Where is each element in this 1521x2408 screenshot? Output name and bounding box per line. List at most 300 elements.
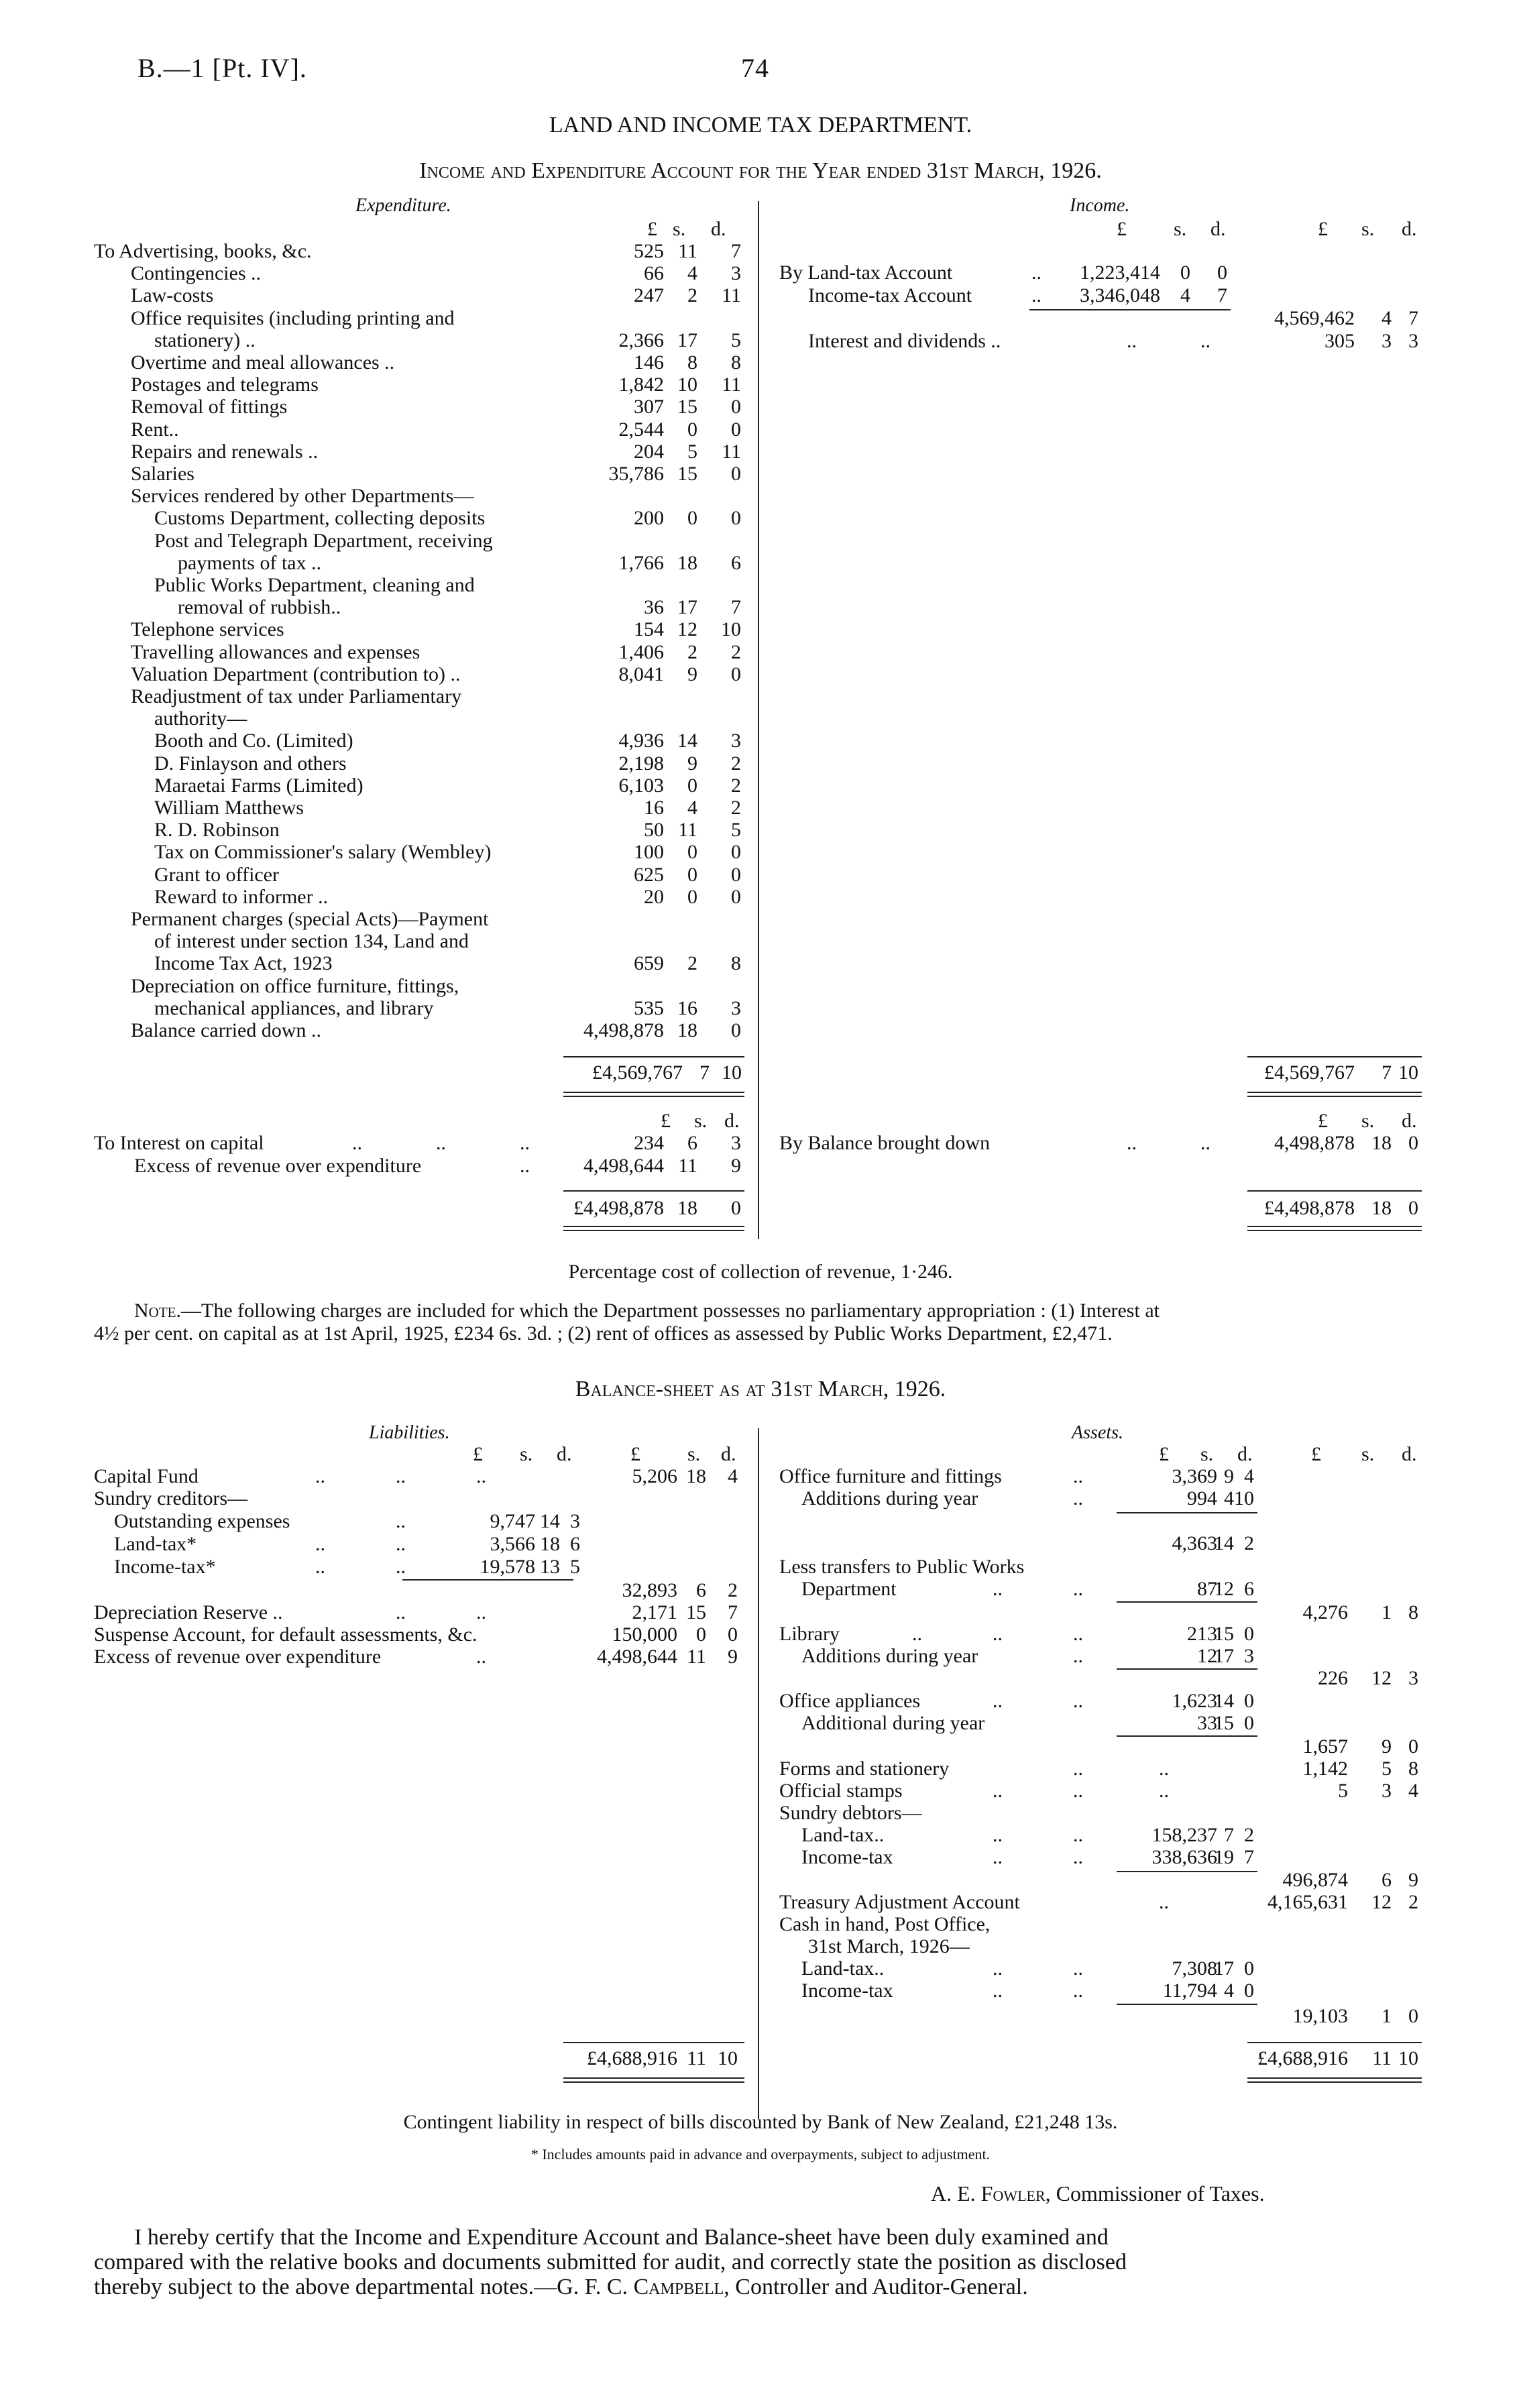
creditor-land-tax-label: Land-tax* [114, 1533, 197, 1555]
inc2-shilling-header: s. [1361, 1110, 1375, 1132]
less-transfers-shillings: 12 [1214, 1578, 1234, 1600]
liab-sub-shilling-header: s. [520, 1443, 533, 1465]
auditor-name: Campbell [633, 2275, 724, 2299]
library-net-shillings: 12 [1371, 1667, 1392, 1689]
expenditure-item-shillings: 17 [677, 329, 697, 351]
expenditure-item-label: Travelling allowances and expenses [131, 641, 420, 663]
expenditure-item-label: Tax on Commissioner's salary (Wembley) [154, 841, 492, 863]
dots: .. [1159, 1780, 1169, 1802]
appliances-additions-pence: 0 [1244, 1712, 1254, 1734]
liab-total-double-rule [563, 2077, 744, 2083]
less-transfers-department-label: Department [801, 1578, 897, 1600]
cash-income-tax-pounds: 11,794 [1162, 1980, 1217, 2002]
expenditure-item-pounds: 16 [644, 797, 664, 819]
asset-sub-shilling-header: s. [1200, 1443, 1214, 1465]
inc2-total-pence: 0 [1408, 1197, 1418, 1219]
footnote: * Includes amounts paid in advance and overpayments, subject to adjustment. [530, 2146, 991, 2163]
income-interest-label: Interest and dividends .. [808, 330, 1001, 352]
note-line-1 [134, 1300, 1160, 1322]
exp-total-pounds: £4,569,767 [592, 1062, 683, 1084]
creditor-income-tax-pounds: 19,578 [480, 1556, 535, 1578]
stamps-pence: 4 [1408, 1780, 1418, 1802]
note-prefix: Note. [134, 1300, 181, 1322]
expenditure-item-label: removal of rubbish.. [178, 596, 341, 618]
exp2-total-double-rule [563, 1226, 744, 1231]
expenditure-item-pounds: 35,786 [608, 463, 664, 485]
expenditure-item-label: authority— [154, 707, 247, 730]
exp2-total-shillings: 18 [677, 1197, 697, 1219]
exp-total-rule [563, 1056, 744, 1057]
interest-capital-pounds: 234 [634, 1132, 664, 1154]
dots: .. [1127, 330, 1137, 352]
cash-total-shillings: 1 [1382, 2005, 1392, 2027]
furniture-sum-pence: 2 [1244, 1532, 1254, 1554]
expenditure-item-pounds: 1,842 [618, 374, 664, 396]
liab-excess-pounds: 4,498,644 [597, 1646, 677, 1668]
assets-total-shillings: 11 [1372, 2047, 1392, 2069]
expenditure-item-label: Services rendered by other Departments— [131, 485, 474, 507]
assets-total-pence: 10 [1398, 2047, 1418, 2069]
expenditure-item-label: Postages and telegrams [131, 374, 319, 396]
expenditure-item-label: of interest under section 134, Land and [154, 930, 469, 952]
suspense-account-label: Suspense Account, for default assessments, &c. [94, 1623, 477, 1646]
expenditure-item-shillings: 0 [687, 775, 697, 797]
sundry-debtors-label: Sundry debtors— [779, 1802, 922, 1824]
signature [931, 2183, 1265, 2205]
expenditure-item-label: D. Finlayson and others [154, 752, 347, 775]
expenditure-item-pence: 2 [731, 752, 741, 775]
expenditure-item-label: Rent.. [131, 418, 179, 441]
expenditure-item-pence: 8 [731, 952, 741, 974]
expenditure-item-shillings: 2 [687, 284, 697, 306]
expenditure-item-pounds: 2,544 [618, 418, 664, 441]
dots: .. [315, 1465, 325, 1487]
appliances-additions-pounds: 33 [1197, 1712, 1217, 1734]
furniture-net-pounds: 4,276 [1302, 1601, 1348, 1623]
appliances-pence: 0 [1244, 1690, 1254, 1712]
inc2-pound-header: £ [1318, 1110, 1328, 1132]
expenditure-item-shillings: 12 [677, 618, 697, 640]
expenditure-item-pence: 6 [731, 552, 741, 574]
depreciation-reserve-label: Depreciation Reserve .. [94, 1601, 283, 1623]
expenditure-item-shillings: 15 [677, 396, 697, 418]
assets-total-pounds: £4,688,916 [1257, 2047, 1348, 2069]
auditor-title: , Controller and Auditor-General. [724, 2275, 1028, 2299]
exp2-total-rule [563, 1190, 744, 1192]
expenditure-item-pence: 3 [731, 997, 741, 1019]
inc-total-pence: 10 [1398, 1062, 1418, 1084]
expenditure-item-label: stationery) .. [154, 329, 256, 351]
expenditure-item-shillings: 17 [677, 596, 697, 618]
certify-line-3 [94, 2275, 1028, 2299]
exp-pence-header: d. [711, 218, 726, 240]
furniture-sum-pounds: 4,363 [1172, 1532, 1217, 1554]
expenditure-item-pounds: 247 [634, 284, 664, 306]
excess-revenue-pence: 9 [731, 1155, 741, 1177]
liab-sub-pence-header: d. [557, 1443, 572, 1465]
expenditure-item-pence: 3 [731, 730, 741, 752]
dots: .. [993, 1578, 1003, 1600]
excess-revenue-label: Excess of revenue over expenditure [134, 1155, 422, 1177]
expenditure-item-pounds: 8,041 [618, 663, 664, 685]
dots: .. [1159, 1891, 1169, 1913]
expenditure-item-label: Law-costs [131, 284, 214, 306]
expenditure-item-label: Telephone services [131, 618, 284, 640]
sundry-creditors-rule [402, 1579, 573, 1581]
expenditure-item-shillings: 18 [677, 552, 697, 574]
debtors-total-shillings: 6 [1382, 1869, 1392, 1891]
expenditure-item-shillings: 0 [687, 841, 697, 863]
suspense-account-shillings: 0 [696, 1623, 706, 1646]
expenditure-item-pence: 0 [731, 418, 741, 441]
balance-sheet-title: Balance-sheet as at 31st March, 1926. [575, 1377, 946, 1401]
debtor-land-tax-pounds: 158,237 [1151, 1824, 1217, 1846]
certify-line-1: I hereby certify that the Income and Expenditure Account and Balance-sheet have been duly examined and [134, 2225, 1109, 2250]
dots: .. [1073, 1623, 1083, 1645]
dots: .. [1073, 1645, 1083, 1667]
page-number: 74 [741, 53, 769, 83]
percentage-cost: Percentage cost of collection of revenue, 1·246. [568, 1261, 953, 1283]
liab-sub-pound-header: £ [473, 1443, 483, 1465]
dots: .. [520, 1155, 530, 1177]
cash-land-tax-shillings: 17 [1214, 1957, 1234, 1980]
furniture-additions-shillings: 4 [1224, 1487, 1234, 1509]
income-land-tax-shillings: 0 [1180, 262, 1190, 284]
asset-sub-pence-header: d. [1237, 1443, 1253, 1465]
income-land-tax-label: By Land-tax Account [779, 262, 953, 284]
expenditure-item-pounds: 535 [634, 997, 664, 1019]
expenditure-item-pence: 0 [731, 864, 741, 886]
dots: .. [1127, 1132, 1137, 1154]
dots: .. [396, 1533, 406, 1555]
forms-pounds: 1,142 [1302, 1758, 1348, 1780]
expenditure-item-pounds: 154 [634, 618, 664, 640]
expenditure-item-label: Readjustment of tax under Parliamentary [131, 685, 462, 707]
creditor-land-tax-pounds: 3,566 [490, 1533, 535, 1555]
expenditure-item-pence: 8 [731, 351, 741, 374]
cash-total-pounds: 19,103 [1292, 2005, 1348, 2027]
furniture-sum-shillings: 14 [1214, 1532, 1234, 1554]
excess-revenue-shillings: 11 [678, 1155, 697, 1177]
expenditure-item-pence: 2 [731, 797, 741, 819]
suspense-account-pence: 0 [728, 1623, 738, 1646]
report-reference: B.—1 [Pt. IV]. [137, 53, 307, 83]
expenditure-item-label: Office requisites (including printing and [131, 307, 455, 329]
expenditure-item-label: R. D. Robinson [154, 819, 280, 841]
furniture-net-shillings: 1 [1382, 1601, 1392, 1623]
bs-divider [758, 1428, 759, 2119]
debtor-land-tax-shillings: 7 [1224, 1824, 1234, 1846]
inc-total-rule [1247, 1056, 1422, 1057]
income-land-tax-pence: 0 [1217, 262, 1227, 284]
expenditure-item-pounds: 2,198 [618, 752, 664, 775]
dots: .. [352, 1132, 362, 1154]
expenditure-item-shillings: 11 [678, 819, 697, 841]
expenditure-item-pence: 5 [731, 329, 741, 351]
furniture-pounds: 3,369 [1172, 1465, 1217, 1487]
expenditure-item-pounds: 4,936 [618, 730, 664, 752]
depreciation-reserve-pence: 7 [728, 1601, 738, 1623]
dots: .. [1073, 1758, 1083, 1780]
expenditure-item-shillings: 18 [677, 1019, 697, 1041]
dots: .. [1073, 1690, 1083, 1712]
appliances-net-pounds: 1,657 [1302, 1735, 1348, 1758]
dots: .. [1073, 1846, 1083, 1868]
asset-pound-header: £ [1311, 1443, 1321, 1465]
income-income-tax-label: Income-tax Account [808, 284, 972, 306]
furniture-pence: 4 [1244, 1465, 1254, 1487]
expenditure-item-pence: 7 [731, 240, 741, 262]
creditor-land-tax-pence: 6 [570, 1533, 580, 1555]
expenditure-item-pence: 0 [731, 886, 741, 908]
signature-title: , Commissioner of Taxes. [1045, 2181, 1265, 2205]
exp-shilling-header: s. [673, 218, 686, 240]
inc2-total-rule [1247, 1190, 1422, 1192]
expenditure-item-pounds: 525 [634, 240, 664, 262]
inc-pound-header: £ [1117, 218, 1127, 240]
expenditure-item-pounds: 4,498,878 [583, 1019, 664, 1041]
exp-pound-header: £ [647, 218, 657, 240]
income-interest-pence: 3 [1408, 330, 1418, 352]
expenditure-item-label: Reward to informer .. [154, 886, 329, 908]
income-sum-pence: 7 [1408, 307, 1418, 329]
exp2-pence-header: d. [724, 1110, 740, 1132]
expenditure-item-pence: 11 [722, 374, 741, 396]
stamps-label: Official stamps [779, 1780, 903, 1802]
expenditure-item-shillings: 0 [687, 507, 697, 529]
inc2-total-shillings: 18 [1371, 1197, 1392, 1219]
signature-name: A. E. Fowler [931, 2181, 1046, 2205]
expenditure-item-pounds: 659 [634, 952, 664, 974]
ie-divider [758, 201, 759, 1239]
certify-line-3-text: thereby subject to the above departmental notes.—G. F. C. [94, 2275, 634, 2299]
dots: .. [1200, 330, 1210, 352]
expenditure-item-shillings: 14 [677, 730, 697, 752]
exp-total-shillings: 7 [699, 1062, 710, 1084]
liab-excess-pence: 9 [728, 1646, 738, 1668]
library-additions-shillings: 17 [1214, 1645, 1234, 1667]
certify-line-2: compared with the relative books and documents submitted for audit, and correctly state the position as disclosed [94, 2250, 1127, 2275]
expenditure-item-label: Customs Department, collecting deposits [154, 507, 486, 529]
expenditure-item-pence: 0 [731, 463, 741, 485]
liab-total-rule [563, 2042, 744, 2043]
dots: .. [396, 1556, 406, 1578]
cash-date-label: 31st March, 1926— [808, 1935, 970, 1957]
expenditure-item-pence: 11 [722, 441, 741, 463]
expenditure-item-shillings: 0 [687, 418, 697, 441]
less-transfers-pence: 6 [1244, 1578, 1254, 1600]
debtor-income-tax-pence: 7 [1244, 1846, 1254, 1868]
exp2-pound-header: £ [661, 1110, 671, 1132]
library-shillings: 15 [1214, 1623, 1234, 1645]
expenditure-item-shillings: 16 [677, 997, 697, 1019]
debtor-income-tax-label: Income-tax [801, 1846, 893, 1868]
dots: .. [1031, 262, 1041, 284]
liab-excess-label: Excess of revenue over expenditure [94, 1646, 382, 1668]
expenditure-item-shillings: 2 [687, 952, 697, 974]
cash-in-hand-label: Cash in hand, Post Office, [779, 1913, 991, 1935]
expenditure-item-pence: 0 [731, 507, 741, 529]
treasury-pounds: 4,165,631 [1268, 1891, 1348, 1913]
stamps-pounds: 5 [1338, 1780, 1348, 1802]
creditor-income-tax-shillings: 13 [540, 1556, 560, 1578]
inc-pence-header: d. [1210, 218, 1226, 240]
expenditure-item-shillings: 4 [687, 797, 697, 819]
expenditure-item-label: Booth and Co. (Limited) [154, 730, 353, 752]
inc-total-shillings: 7 [1382, 1062, 1392, 1084]
library-pounds: 213 [1187, 1623, 1217, 1645]
expenditure-item-shillings: 0 [687, 886, 697, 908]
contingent-liability: Contingent liability in respect of bills discounted by Bank of New Zealand, £21,248 13s. [403, 2111, 1118, 2133]
expenditure-item-pence: 0 [731, 663, 741, 685]
furniture-additions-pence: 10 [1234, 1487, 1254, 1509]
expenditure-item-pence: 0 [731, 1019, 741, 1041]
creditor-income-tax-pence: 5 [570, 1556, 580, 1578]
dots: .. [993, 1957, 1003, 1980]
stamps-shillings: 3 [1382, 1780, 1392, 1802]
dots: .. [1031, 284, 1041, 306]
expenditure-item-label: William Matthews [154, 797, 304, 819]
dots: .. [315, 1533, 325, 1555]
income-sum-shillings: 4 [1382, 307, 1392, 329]
inc2-total-double-rule [1247, 1226, 1422, 1231]
account-title: Income and Expenditure Account for the Year ended 31st March, 1926. [419, 158, 1102, 183]
excess-revenue-pounds: 4,498,644 [583, 1155, 664, 1177]
dots: .. [476, 1646, 486, 1668]
library-net-pounds: 226 [1318, 1667, 1348, 1689]
dots: .. [993, 1824, 1003, 1846]
outstanding-expenses-pounds: 9,747 [490, 1510, 535, 1532]
expenditure-item-shillings: 9 [687, 663, 697, 685]
balance-bd-pounds: 4,498,878 [1274, 1132, 1355, 1154]
dots: .. [993, 1623, 1003, 1645]
dots: .. [1073, 1487, 1083, 1509]
treasury-shillings: 12 [1371, 1891, 1392, 1913]
appliances-pounds: 1,623 [1172, 1690, 1217, 1712]
income-subtotal-rule [1029, 309, 1231, 310]
dots: .. [1073, 1824, 1083, 1846]
dots: .. [1200, 1132, 1210, 1154]
expenditure-item-label: Overtime and meal allowances .. [131, 351, 395, 374]
expenditure-item-label: Post and Telegraph Department, receiving [154, 530, 493, 552]
exp2-total-pounds: £4,498,878 [573, 1197, 664, 1219]
inc-total-pounds: £4,569,767 [1264, 1062, 1355, 1084]
appliances-additions-label: Additional during year [801, 1712, 985, 1734]
exp2-total-pence: 0 [731, 1197, 741, 1219]
interest-capital-label: To Interest on capital [94, 1132, 264, 1154]
sundry-creditors-total-shillings: 6 [696, 1579, 706, 1601]
expenditure-item-label: mechanical appliances, and library [154, 997, 434, 1019]
appliances-additions-shillings: 15 [1214, 1712, 1234, 1734]
dots: .. [1073, 1465, 1083, 1487]
library-net-pence: 3 [1408, 1667, 1418, 1689]
debtor-land-tax-label: Land-tax.. [801, 1824, 885, 1846]
expenditure-item-pence: 2 [731, 641, 741, 663]
treasury-pence: 2 [1408, 1891, 1418, 1913]
cash-land-tax-pence: 0 [1244, 1957, 1254, 1980]
dots: .. [912, 1623, 922, 1645]
expenditure-heading: Expenditure. [355, 195, 451, 216]
debtors-total-pounds: 496,874 [1282, 1869, 1348, 1891]
creditor-income-tax-label: Income-tax* [114, 1556, 216, 1578]
assets-total-rule [1247, 2042, 1422, 2043]
expenditure-item-pounds: 200 [634, 507, 664, 529]
expenditure-item-pounds: 100 [634, 841, 664, 863]
balance-bd-pence: 0 [1408, 1132, 1418, 1154]
dots: .. [993, 1846, 1003, 1868]
outstanding-expenses-pence: 3 [570, 1510, 580, 1532]
note-line-1-text: —The following charges are included for which the Department possesses no parliamentary appropriation : (1) Interest at [181, 1300, 1160, 1322]
income-interest-pounds: 305 [1325, 330, 1355, 352]
expenditure-item-pounds: 204 [634, 441, 664, 463]
furniture-net-pence: 8 [1408, 1601, 1418, 1623]
forms-pence: 8 [1408, 1758, 1418, 1780]
expenditure-item-pence: 2 [731, 775, 741, 797]
inc-total-pound-header: £ [1318, 218, 1328, 240]
sundry-creditors-total-pence: 2 [728, 1579, 738, 1601]
expenditure-item-label: Permanent charges (special Acts)—Payment [131, 908, 489, 930]
expenditure-item-pence: 0 [731, 396, 741, 418]
capital-fund-shillings: 18 [686, 1465, 706, 1487]
liab-pence-header: d. [721, 1443, 736, 1465]
expenditure-item-label: Public Works Department, cleaning and [154, 574, 475, 596]
appliances-net-shillings: 9 [1382, 1735, 1392, 1758]
dots: .. [1073, 1780, 1083, 1802]
debtors-total-pence: 9 [1408, 1869, 1418, 1891]
appliances-net-pence: 0 [1408, 1735, 1418, 1758]
exp-total-double-rule [563, 1092, 744, 1097]
debtor-income-tax-pounds: 338,636 [1151, 1846, 1217, 1868]
expenditure-item-label: Depreciation on office furniture, fittings, [131, 975, 459, 997]
expenditure-item-label: Repairs and renewals .. [131, 441, 319, 463]
interest-capital-shillings: 6 [687, 1132, 697, 1154]
liab-total-shillings: 11 [687, 2047, 706, 2069]
expenditure-item-label: Removal of fittings [131, 396, 288, 418]
debtor-land-tax-pence: 2 [1244, 1824, 1254, 1846]
assets-heading: Assets. [1072, 1422, 1123, 1443]
expenditure-item-label: Maraetai Farms (Limited) [154, 775, 363, 797]
expenditure-item-pounds: 1,406 [618, 641, 664, 663]
expenditure-item-label: Grant to officer [154, 864, 280, 886]
inc2-total-pounds: £4,498,878 [1264, 1197, 1355, 1219]
expenditure-item-shillings: 11 [678, 240, 697, 262]
depreciation-reserve-shillings: 15 [686, 1601, 706, 1623]
dots: .. [993, 1690, 1003, 1712]
dots: .. [436, 1132, 446, 1154]
furniture-shillings: 9 [1224, 1465, 1234, 1487]
balance-bd-label: By Balance brought down [779, 1132, 991, 1154]
less-transfers-pounds: 87 [1197, 1578, 1217, 1600]
dots: .. [476, 1465, 486, 1487]
sundry-creditors-total-pounds: 32,893 [622, 1579, 677, 1601]
dots: .. [315, 1556, 325, 1578]
expenditure-item-shillings: 8 [687, 351, 697, 374]
expenditure-item-pence: 5 [731, 819, 741, 841]
appliances-shillings: 14 [1214, 1690, 1234, 1712]
library-additions-label: Additions during year [801, 1645, 978, 1667]
liab-total-pence: 10 [718, 2047, 738, 2069]
expenditure-item-pence: 3 [731, 262, 741, 284]
expenditure-item-shillings: 15 [677, 463, 697, 485]
dots: .. [1073, 1980, 1083, 2002]
expenditure-item-pounds: 1,766 [618, 552, 664, 574]
capital-fund-pence: 4 [728, 1465, 738, 1487]
library-additions-pence: 3 [1244, 1645, 1254, 1667]
income-income-tax-pence: 7 [1217, 284, 1227, 306]
income-interest-shillings: 3 [1382, 330, 1392, 352]
outstanding-expenses-label: Outstanding expenses [114, 1510, 290, 1532]
library-label: Library [779, 1623, 840, 1645]
